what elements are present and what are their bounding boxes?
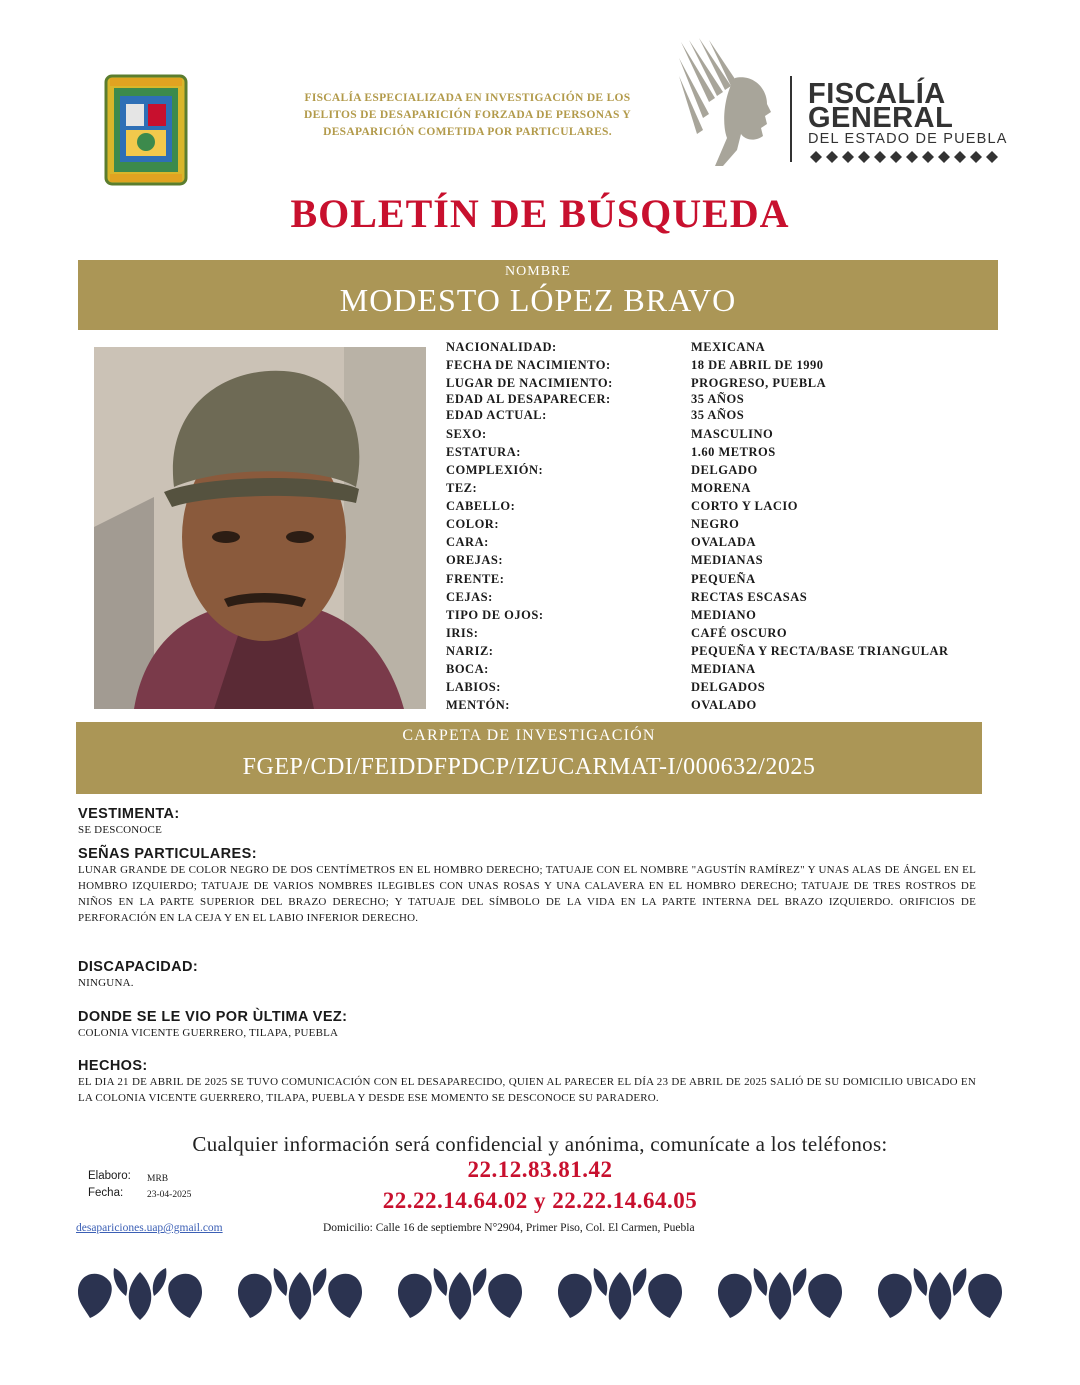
field-label: SEXO: [446, 426, 487, 441]
field-row [446, 461, 1006, 479]
ornament-motif [558, 1268, 682, 1320]
fecha-label: Fecha: [88, 1187, 124, 1199]
field-row [446, 678, 1006, 696]
contact-email-link[interactable]: desapariciones.uap@gmail.com [76, 1222, 223, 1234]
field-value: RECTAS ESCASAS [691, 589, 808, 604]
field-value: PEQUEÑA [691, 571, 756, 586]
field-row [446, 642, 1006, 660]
field-row [446, 356, 1006, 374]
field-value: DELGADOS [691, 680, 766, 695]
discapacidad-heading: DISCAPACIDAD: [78, 959, 199, 975]
field-label: FRENTE: [446, 571, 505, 586]
bulletin-title: BOLETÍN DE BÚSQUEDA [290, 191, 790, 236]
logo-divider [790, 76, 792, 162]
field-label: TIPO DE OJOS: [446, 607, 544, 622]
ornament-motif [78, 1268, 202, 1320]
field-label: BOCA: [446, 662, 489, 676]
field-row [446, 497, 1006, 515]
personal-details [446, 338, 1006, 714]
field-label: MENTÓN: [446, 698, 510, 713]
field-value: MEDIANO [691, 607, 757, 622]
field-label: ESTATURA: [446, 444, 521, 459]
field-row [446, 588, 1006, 606]
person-name: MODESTO LÓPEZ BRAVO [339, 282, 737, 318]
field-label: NACIONALIDAD: [446, 340, 557, 354]
case-number: FGEP/CDI/FEIDDFPDCP/IZUCARMAT-I/000632/2025 [242, 754, 816, 780]
field-value: 35 AÑOS [691, 392, 745, 407]
field-label: NARIZ: [446, 643, 494, 658]
field-row [446, 425, 1006, 443]
last-seen-heading: DONDE SE LE VIO POR ÙLTIMA VEZ: [78, 1009, 348, 1025]
field-value: MEXICANA [691, 340, 766, 354]
fiscalia-pattern-icon [808, 150, 1004, 169]
last-seen-text: COLONIA VICENTE GUERRERO, TILAPA, PUEBLA [78, 1027, 339, 1039]
field-row [446, 660, 1006, 678]
vestimenta-text: SE DESCONOCE [78, 824, 162, 836]
state-coat-of-arms-icon [104, 74, 188, 186]
ornament-motif [398, 1268, 522, 1320]
field-value: MASCULINO [691, 426, 774, 441]
person-photo [94, 347, 426, 709]
talavera-ornament-icon [70, 1262, 1010, 1326]
field-label: CEJAS: [446, 589, 493, 604]
office-address: Domicilio: Calle 16 de septiembre N°2904, Primer Piso, Col. El Carmen, Puebla [323, 1222, 695, 1234]
field-row [446, 392, 1006, 408]
field-row [446, 338, 1006, 356]
field-label: CABELLO: [446, 499, 516, 514]
fiscalia-profile-logo-icon [675, 38, 785, 168]
field-row [446, 570, 1006, 588]
field-label: OREJAS: [446, 553, 503, 568]
field-label: COMPLEXIÓN: [446, 462, 544, 477]
field-label: COLOR: [446, 517, 499, 532]
senas-text: LUNAR GRANDE DE COLOR NEGRO DE DOS CENTÍMETROS EN EL HOMBRO DERECHO; TATUAJE CON EL NOMBRE "AGUSTÍN RAMÍREZ" Y UNAS ALAS DE ÁNGEL EN EL HOMBRO IZQUIERDO; TATUAJE DE VARIOS NOMBRES ILEGIBLES CON UNAS ROSAS Y UNA CALAVERA EN EL HOMBRO DERECHO; TATUAJE DE TRES ROSTROS DE NIÑOS EN LA PARTE SUPERIOR DEL BRAZO DERECHO; Y TATUAJE DEL SÍMBOLO DE LA VIDA EN LA PARTE INTERNA DEL BRAZO IZQUIERDO. ORIFICIOS DE PERFORACIÓN EN LA CEJA Y EN EL LABIO INFERIOR DERECHO. [78, 864, 976, 924]
name-label: NOMBRE [505, 264, 571, 279]
ornament-motif [718, 1268, 842, 1320]
field-label: EDAD ACTUAL: [446, 407, 547, 422]
field-value: MEDIANAS [691, 553, 764, 568]
case-label: CARPETA DE INVESTIGACIÓN [402, 727, 656, 744]
field-value: OVALADA [691, 535, 757, 550]
fecha-value: 23-04-2025 [147, 1190, 192, 1200]
field-row [446, 606, 1006, 624]
fiscalia-title-line2: GENERAL [808, 102, 954, 134]
vestimenta-heading: VESTIMENTA: [78, 806, 180, 822]
field-label: IRIS: [446, 625, 479, 640]
ornament-motif [238, 1268, 362, 1320]
case-banner [76, 722, 982, 794]
field-label: LUGAR DE NACIMIENTO: [446, 376, 613, 391]
hechos-heading: HECHOS: [78, 1058, 148, 1074]
elaboro-label: Elaboro: [88, 1170, 131, 1182]
field-value: DELGADO [691, 462, 758, 477]
phone-secondary: 22.22.14.64.02 y 22.22.14.64.05 [382, 1188, 698, 1213]
field-row [446, 696, 1006, 714]
senas-heading: SEÑAS PARTICULARES: [78, 846, 257, 862]
hechos-text: EL DIA 21 DE ABRIL DE 2025 SE TUVO COMUNICACIÓN CON EL DESAPARECIDO, QUIEN AL PARECER EL DÍA 23 DE ABRIL DE 2025 SALIÓ DE SU DOMICILIO UBICADO EN LA COLONIA VICENTE GUERRERO, TILAPA, PUEBLA Y DESDE ESE MOMENTO SE DESCONOCE SU PARADERO. [78, 1076, 976, 1104]
field-row [446, 533, 1006, 551]
contact-text: Cualquier información será confidencial y anónima, comunícate a los teléfonos: [192, 1132, 888, 1156]
field-value: NEGRO [691, 517, 740, 532]
field-value: MEDIANA [691, 662, 756, 676]
field-value: MORENA [691, 481, 751, 496]
field-label: LABIOS: [446, 680, 501, 695]
phone-primary: 22.12.83.81.42 [467, 1157, 613, 1182]
agency-name: FISCALÍA ESPECIALIZADA EN INVESTIGACIÓN DE LOS DELITOS DE DESAPARICIÓN FORZADA DE PERSONAS Y DESAPARICIÓN COMETIDA POR PARTICULARES. [303, 92, 632, 138]
field-value: 1.60 METROS [691, 444, 776, 459]
field-row [446, 551, 1006, 569]
elaboro-value: MRB [147, 1174, 169, 1184]
name-banner [78, 260, 998, 330]
field-row [446, 479, 1006, 497]
field-label: EDAD AL DESAPARECER: [446, 392, 611, 407]
field-value: OVALADO [691, 698, 757, 713]
field-label: TEZ: [446, 481, 478, 496]
field-value: 35 AÑOS [691, 407, 745, 422]
field-value: CORTO Y LACIO [691, 499, 799, 514]
field-label: FECHA DE NACIMIENTO: [446, 358, 611, 373]
discapacidad-text: NINGUNA. [78, 977, 134, 989]
ornament-motif [878, 1268, 1002, 1320]
field-value: 18 DE ABRIL DE 1990 [691, 358, 824, 373]
fiscalia-title-line1: FISCALÍA [808, 78, 946, 110]
fiscalia-subtitle: DEL ESTADO DE PUEBLA [808, 131, 1008, 147]
field-label: CARA: [446, 535, 489, 550]
field-row [446, 624, 1006, 642]
field-row [446, 374, 1006, 392]
field-value: PEQUEÑA Y RECTA/BASE TRIANGULAR [691, 643, 949, 658]
field-row [446, 515, 1006, 533]
field-row [446, 408, 1006, 425]
field-value: PROGRESO, PUEBLA [691, 376, 827, 391]
field-row [446, 443, 1006, 461]
field-value: CAFÉ OSCURO [691, 625, 788, 640]
